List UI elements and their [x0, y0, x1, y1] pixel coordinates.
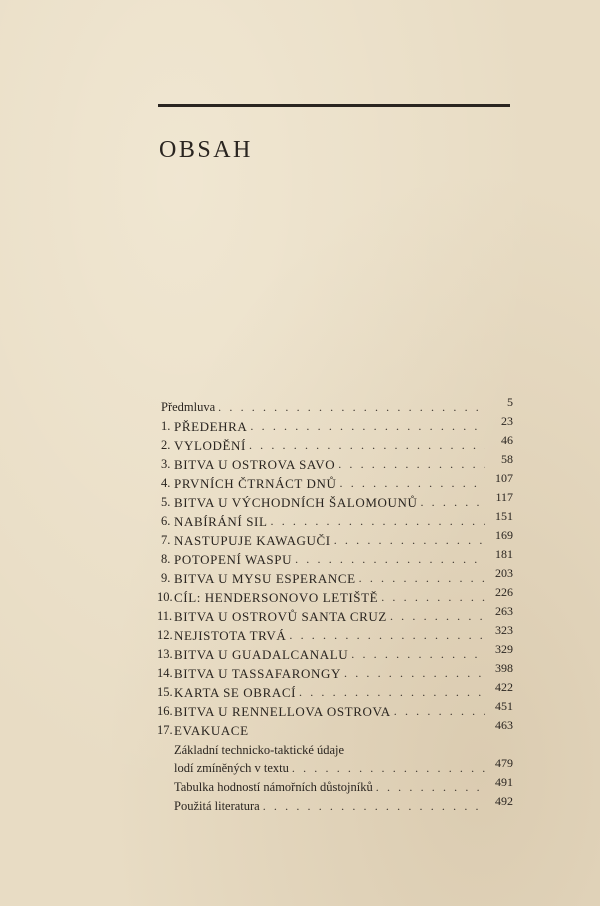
- toc-entry-chapter-8[interactable]: [161, 547, 513, 569]
- toc-entry-chapter-13[interactable]: [157, 642, 513, 664]
- toc-entry-chapter-9[interactable]: [161, 566, 513, 588]
- dot-leader: [390, 609, 485, 626]
- chapter-number: 4.: [161, 476, 171, 490]
- dot-leader: [263, 799, 485, 816]
- toc-entry-title: KARTA SE OBRACÍ: [174, 685, 297, 700]
- chapter-number: 12.: [157, 628, 173, 642]
- toc-page-number: 5: [507, 395, 513, 409]
- toc-entry-title: PRVNÍCH ČTRNÁCT DNŮ: [174, 476, 337, 491]
- toc-entry-title: NABÍRÁNÍ SIL: [174, 514, 268, 529]
- toc-entry-ranks[interactable]: [161, 775, 513, 797]
- toc-entry-appendix-data[interactable]: [161, 740, 513, 778]
- toc-entry-chapter-11[interactable]: [157, 604, 513, 626]
- top-rule: [158, 104, 510, 107]
- toc-entry-title: BITVA U RENNELLOVA OSTROVA: [174, 704, 391, 719]
- dot-leader: [344, 666, 485, 683]
- toc-entry-title: NASTUPUJE KAWAGUČI: [174, 533, 331, 548]
- toc-page-number: 226: [495, 585, 513, 599]
- toc-entry-chapter-16[interactable]: [157, 699, 513, 721]
- toc-entry-title: NEJISTOTA TRVÁ: [174, 628, 287, 643]
- toc-page-number: 422: [495, 680, 513, 694]
- toc-page-number: 329: [495, 642, 513, 656]
- page-title: OBSAH: [159, 137, 253, 163]
- chapter-number: 9.: [161, 571, 171, 585]
- toc-page-number: 46: [501, 433, 513, 447]
- toc-entry-title: Tabulka hodností námořních důstojníků: [174, 780, 373, 794]
- toc-page-number: 203: [495, 566, 513, 580]
- chapter-number: 10.: [157, 590, 173, 604]
- toc-entry-title: BITVA U VÝCHODNÍCH ŠALOMOUNŮ: [174, 495, 418, 510]
- toc-entry-title: PŘEDEHRA: [174, 419, 248, 434]
- toc-entry-chapter-15[interactable]: [157, 680, 513, 702]
- dot-leader: [289, 628, 485, 645]
- toc-entry-title-line2: lodí zmíněných v textu: [174, 761, 289, 775]
- toc-entry-chapter-14[interactable]: [157, 661, 513, 683]
- chapter-number: 13.: [157, 647, 173, 661]
- toc-page-number: 492: [495, 794, 513, 808]
- toc-page-number: 263: [495, 604, 513, 618]
- chapter-number: 2.: [161, 438, 171, 452]
- chapter-number: 15.: [157, 685, 173, 699]
- toc-entry-chapter-7[interactable]: [161, 528, 513, 550]
- dot-leader: [299, 685, 485, 702]
- dot-leader: [420, 495, 485, 512]
- toc-entry-chapter-4[interactable]: [161, 471, 513, 493]
- toc-page-number: 451: [495, 699, 513, 713]
- toc-page-number: 169: [495, 528, 513, 542]
- dot-leader: [376, 780, 485, 797]
- toc-page-number: 181: [495, 547, 513, 561]
- toc-page-number: 107: [495, 471, 513, 485]
- toc-entry-title: BITVA U TASSAFARONGY: [174, 666, 341, 681]
- dot-leader: [394, 704, 485, 721]
- toc-entry-title: POTOPENÍ WASPU: [174, 552, 293, 567]
- dot-leader: [381, 590, 485, 607]
- toc-entry-title: Předmluva: [161, 400, 216, 414]
- toc-entry-chapter-5[interactable]: [161, 490, 513, 512]
- toc-page-number: 323: [495, 623, 513, 637]
- toc-entry-title: BITVA U OSTROVŮ SANTA CRUZ: [174, 609, 387, 624]
- toc-entry-chapter-1[interactable]: [161, 414, 513, 436]
- chapter-number: 3.: [161, 457, 171, 471]
- chapter-number: 14.: [157, 666, 173, 680]
- toc-entry-title: EVAKUACE: [174, 723, 249, 738]
- toc-page-number: 23: [501, 414, 513, 428]
- toc-page-number: 398: [495, 661, 513, 675]
- dot-leader: [218, 400, 485, 417]
- toc-entry-title: Použitá literatura: [174, 799, 260, 813]
- chapter-number: 17.: [157, 723, 173, 737]
- chapter-number: 6.: [161, 514, 171, 528]
- toc-entry-title: CÍL: HENDERSONOVO LETIŠTĚ: [174, 590, 379, 605]
- toc-page-number: 463: [495, 718, 513, 732]
- toc-entry-title: BITVA U OSTROVA SAVO: [174, 457, 336, 472]
- toc-page-number: 151: [495, 509, 513, 523]
- toc-entry-literature[interactable]: [161, 794, 513, 816]
- toc-entry-title-line1: Základní technicko-taktické údaje: [174, 743, 345, 757]
- toc-entry-title: BITVA U GUADALCANALU: [174, 647, 349, 662]
- dot-leader: [271, 514, 485, 531]
- toc-entry-chapter-6[interactable]: [161, 509, 513, 531]
- dot-leader: [295, 552, 485, 569]
- toc-entry-chapter-2[interactable]: [161, 433, 513, 455]
- dot-leader: [340, 476, 485, 493]
- toc-entry-chapter-3[interactable]: [161, 452, 513, 474]
- toc-entry-title-line2-row: [174, 756, 513, 778]
- chapter-number: 16.: [157, 704, 173, 718]
- dot-leader: [359, 571, 485, 588]
- chapter-number: 5.: [161, 495, 171, 509]
- toc-page-number: 117: [495, 490, 513, 504]
- dot-leader: [351, 647, 485, 664]
- dot-leader: [334, 533, 485, 550]
- dot-leader: [292, 761, 485, 778]
- toc-entry-preface[interactable]: [161, 395, 513, 417]
- toc-page-number: 479: [495, 756, 513, 770]
- toc-entry-title: BITVA U MYSU ESPERANCE: [174, 571, 356, 586]
- toc-entry-title: VYLODĚNÍ: [174, 438, 246, 453]
- toc-page-number: 58: [501, 452, 513, 466]
- toc-page-number: 491: [495, 775, 513, 789]
- dot-leader: [338, 457, 485, 474]
- chapter-number: 7.: [161, 533, 171, 547]
- chapter-number: 1.: [161, 419, 171, 433]
- chapter-number: 11.: [157, 609, 173, 623]
- chapter-number: 8.: [161, 552, 171, 566]
- toc-entry-chapter-12[interactable]: [157, 623, 513, 645]
- toc-entry-chapter-17[interactable]: [157, 718, 513, 740]
- toc-entry-chapter-10[interactable]: [157, 585, 513, 607]
- dot-leader: [250, 419, 485, 436]
- table-of-contents: [157, 395, 513, 816]
- dot-leader: [249, 438, 485, 455]
